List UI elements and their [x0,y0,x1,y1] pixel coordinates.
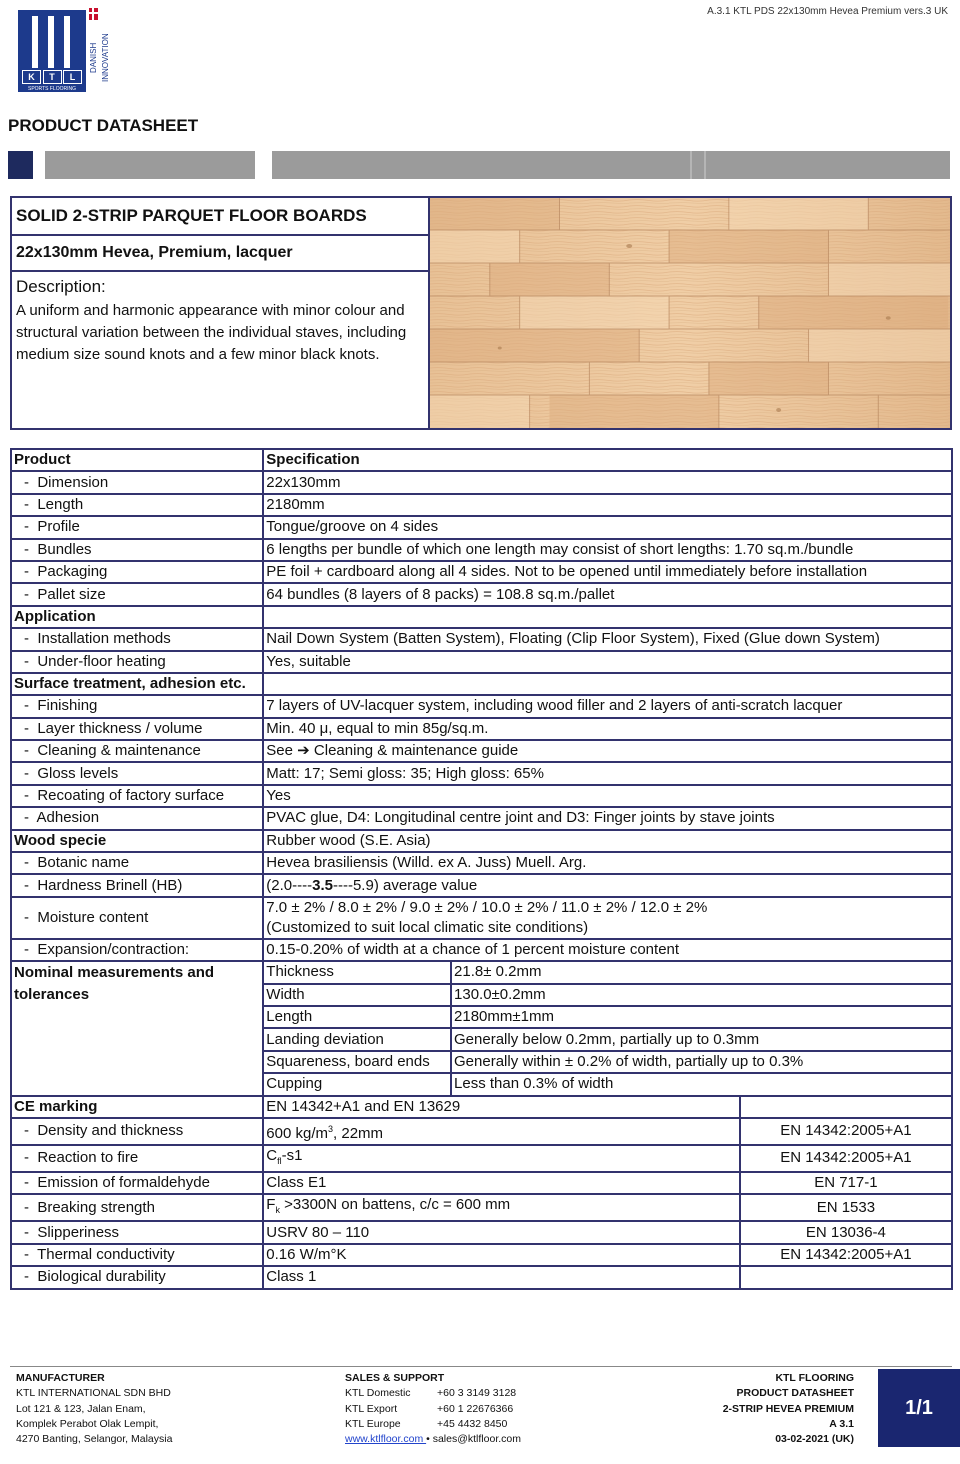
row-label: - Thermal conductivity [11,1244,263,1266]
row-value: Matt: 17; Semi gloss: 35; High gloss: 65% [263,762,952,784]
row-value: (2.0----3.5----5.9) average value [263,874,952,896]
logo-letter: K [22,70,41,84]
product-description [12,272,428,370]
tolerance-value: 130.0±0.2mm [451,984,952,1006]
row-value: $C_{fl}-s1$ [263,1145,739,1172]
footer-sales: SALES & SUPPORT KTL Domestic +60 3 3149 3128 KTL Export +60 1 22676366 KTL Europe +45 4432 8450 www.ktlfloor.com • sales@ktlfloor.com [345,1372,521,1446]
product-title: SOLID 2-STRIP PARQUET FLOOR BOARDS [12,198,428,236]
table-row [11,718,952,740]
header-bar [272,151,950,179]
standard-cell: EN 14342:2005+A1 [740,1118,952,1145]
standard-cell: EN 13036-4 [740,1221,952,1243]
section-label: CE marking [11,1096,263,1118]
row-label: - Length [11,494,263,516]
table-row [11,1118,952,1145]
product-subtitle: 22x130mm Hevea, Premium, lacquer [12,236,428,272]
danish-flag-icon [89,8,98,20]
table-row [11,961,952,983]
logo-subline: SPORTS FLOORING [28,86,76,92]
row-value: $F_k >3300N$ on battens, c/c = 600 mm [263,1194,739,1221]
footer-heading: SALES & SUPPORT [345,1372,445,1384]
row-label: - Finishing [11,695,263,717]
row-label: - Botanic name [11,852,263,874]
logo-vertical-text: DANISH INNOVATION [89,33,110,83]
tolerance-name: Squareness, board ends [263,1051,451,1073]
row-value: 64 bundles (8 layers of 8 packs) = 108.8 sq.m./pallet [263,583,952,605]
table-row [11,1096,952,1118]
standard-cell: EN 14342:2005+A1 [740,1145,952,1172]
row-value: 7 layers of UV-lacquer system, including wood filler and 2 layers of anti-scratch lacquer [263,695,952,717]
website-link[interactable]: www.ktlfloor.com [345,1433,427,1446]
table-row [11,606,952,628]
row-value: Class E1 [263,1172,739,1194]
row-label: - Bundles [11,539,263,561]
product-hero [10,196,952,430]
tolerance-value: Less than 0.3% of width [451,1073,952,1095]
table-row [11,1221,952,1243]
table-row [11,539,952,561]
row-value: PE foil + cardboard along all 4 sides. Not to be opened until immediately before installation [263,561,952,583]
tolerance-value: 2180mm±1mm [451,1006,952,1028]
footer-manufacturer: MANUFACTURER KTL INTERNATIONAL SDN BHD Lot 121 & 123, Jalan Enam, Komplek Perabot Olak Lempit, 4270 Banting, Selangor, Malaysia [16,1372,173,1446]
description-label: Description: [16,277,106,296]
table-row [11,1172,952,1194]
table-row [11,1194,952,1221]
table-row [11,852,952,874]
table-row [11,695,952,717]
row-value: See ➔ Cleaning & maintenance guide [263,740,952,762]
logo-letter: T [43,70,62,84]
row-label: - Dimension [11,471,263,493]
footer-divider [10,1366,952,1367]
header-bar-accent [8,151,33,179]
row-value: Class 1 [263,1266,739,1288]
standard-cell: EN 1533 [740,1194,952,1221]
standard-cell [740,1266,952,1288]
table-row [11,830,952,852]
row-label: - Pallet size [11,583,263,605]
row-label: - Packaging [11,561,263,583]
document-reference: A.3.1 KTL PDS 22x130mm Hevea Premium vers.3 UK [707,6,948,17]
tolerance-name: Length [263,1006,451,1028]
row-label: - Recoating of factory surface [11,785,263,807]
table-row [11,939,952,961]
row-value: Yes, suitable [263,651,952,673]
row-label: - Cleaning & maintenance [11,740,263,762]
table-row [11,471,952,493]
table-row [11,628,952,650]
footer-heading: MANUFACTURER [16,1372,105,1384]
row-value: Rubber wood (S.E. Asia) [263,830,952,852]
row-label: - Biological durability [11,1266,263,1288]
email-link[interactable]: sales@ktlfloor.com [432,1433,521,1446]
row-value: 0.15-0.20% of width at a chance of 1 percent moisture content [263,939,952,961]
logo-letter: L [63,70,82,84]
standard-cell: EN 717-1 [740,1172,952,1194]
row-label: - Hardness Brinell (HB) [11,874,263,896]
wood-floor-image [428,198,950,428]
table-row [11,1244,952,1266]
row-value: 2180mm [263,494,952,516]
tolerance-name: Width [263,984,451,1006]
row-label: - Slipperiness [11,1221,263,1243]
section-label: Surface treatment, adhesion etc. [11,673,263,695]
row-label: - Adhesion [11,807,263,829]
table-row [11,785,952,807]
row-value: USRV 80 – 110 [263,1221,739,1243]
tolerance-value: Generally below 0.2mm, partially up to 0.3mm [451,1028,952,1050]
footer-document-info: KTL FLOORING PRODUCT DATASHEET 2-STRIP HEVEA PREMIUM A 3.1 03-02-2021 (UK) [722,1372,854,1446]
specification-table [10,448,953,1290]
row-label: - Emission of formaldehyde [11,1172,263,1194]
row-label: - Installation methods [11,628,263,650]
row-value: 600 $kg/m^3$, 22mm [263,1118,739,1145]
row-label: - Layer thickness / volume [11,718,263,740]
row-label: - Profile [11,516,263,538]
table-row [11,651,952,673]
tolerance-name: Landing deviation [263,1028,451,1050]
row-value: PVAC glue, D4: Longitudinal centre joint and D3: Finger joints by stave joints [263,807,952,829]
page-number: 1/1 [878,1369,960,1447]
tolerance-value: 21.8± 0.2mm [451,961,952,983]
table-row [11,874,952,896]
section-label: Application [11,606,263,628]
tolerance-name: Cupping [263,1073,451,1095]
row-label: - Under-floor heating [11,651,263,673]
standard-cell: EN 14342:2005+A1 [740,1244,952,1266]
section-label: Wood specie [11,830,263,852]
row-value: Nail Down System (Batten System), Floating (Clip Floor System), Fixed (Glue down System) [263,628,952,650]
row-value: Min. 40 μ, equal to min 85g/sq.m. [263,718,952,740]
ktl-logo [18,10,86,92]
row-value: 22x130mm [263,471,952,493]
table-row [11,740,952,762]
table-row [11,1266,952,1288]
row-label: Product [11,449,263,471]
row-value: 7.0 ± 2% / 8.0 ± 2% / 9.0 ± 2% / 10.0 ± 2% / 11.0 ± 2% / 12.0 ± 2% (Customized to suit local climatic site conditions) [263,897,952,939]
table-row [11,583,952,605]
table-row [11,807,952,829]
table-row [11,897,952,939]
row-label: - Breaking strength [11,1194,263,1221]
standard-cell [740,1096,952,1118]
row-value: Tongue/groove on 4 sides [263,516,952,538]
table-row [11,516,952,538]
table-row [11,561,952,583]
table-row [11,449,952,471]
row-value: Hevea brasiliensis (Willd. ex A. Juss) Muell. Arg. [263,852,952,874]
row-value: 0.16 W/m°K [263,1244,739,1266]
row-label: - Reaction to fire [11,1145,263,1172]
row-value [263,673,952,695]
header-bar [45,151,255,179]
description-text: A uniform and harmonic appearance with minor colour and structural variation between the individual staves, including medium size sound knots and a few minor black knots. [16,302,407,363]
tolerance-name: Thickness [263,961,451,983]
row-value [263,606,952,628]
section-label: Nominal measurements and tolerances [11,961,263,1095]
table-row [11,1145,952,1172]
table-row [11,494,952,516]
row-label: - Expansion/contraction: [11,939,263,961]
row-value: Specification [263,449,952,471]
row-value: EN 14342+A1 and EN 13629 [263,1096,739,1118]
tolerance-value: Generally within ± 0.2% of width, partially up to 0.3% [451,1051,952,1073]
row-value: Yes [263,785,952,807]
page-title: PRODUCT DATASHEET [8,116,199,135]
arrow-right-icon: ➔ [297,742,310,760]
row-label: - Density and thickness [11,1118,263,1145]
table-row [11,673,952,695]
table-row [11,762,952,784]
cleaning-guide-link[interactable]: Cleaning & maintenance guide [313,742,519,760]
row-value: 6 lengths per bundle of which one length may consist of short lengths: 1.70 sq.m./bundle [263,539,952,561]
row-label: - Gloss levels [11,762,263,784]
row-label: - Moisture content [11,897,263,939]
